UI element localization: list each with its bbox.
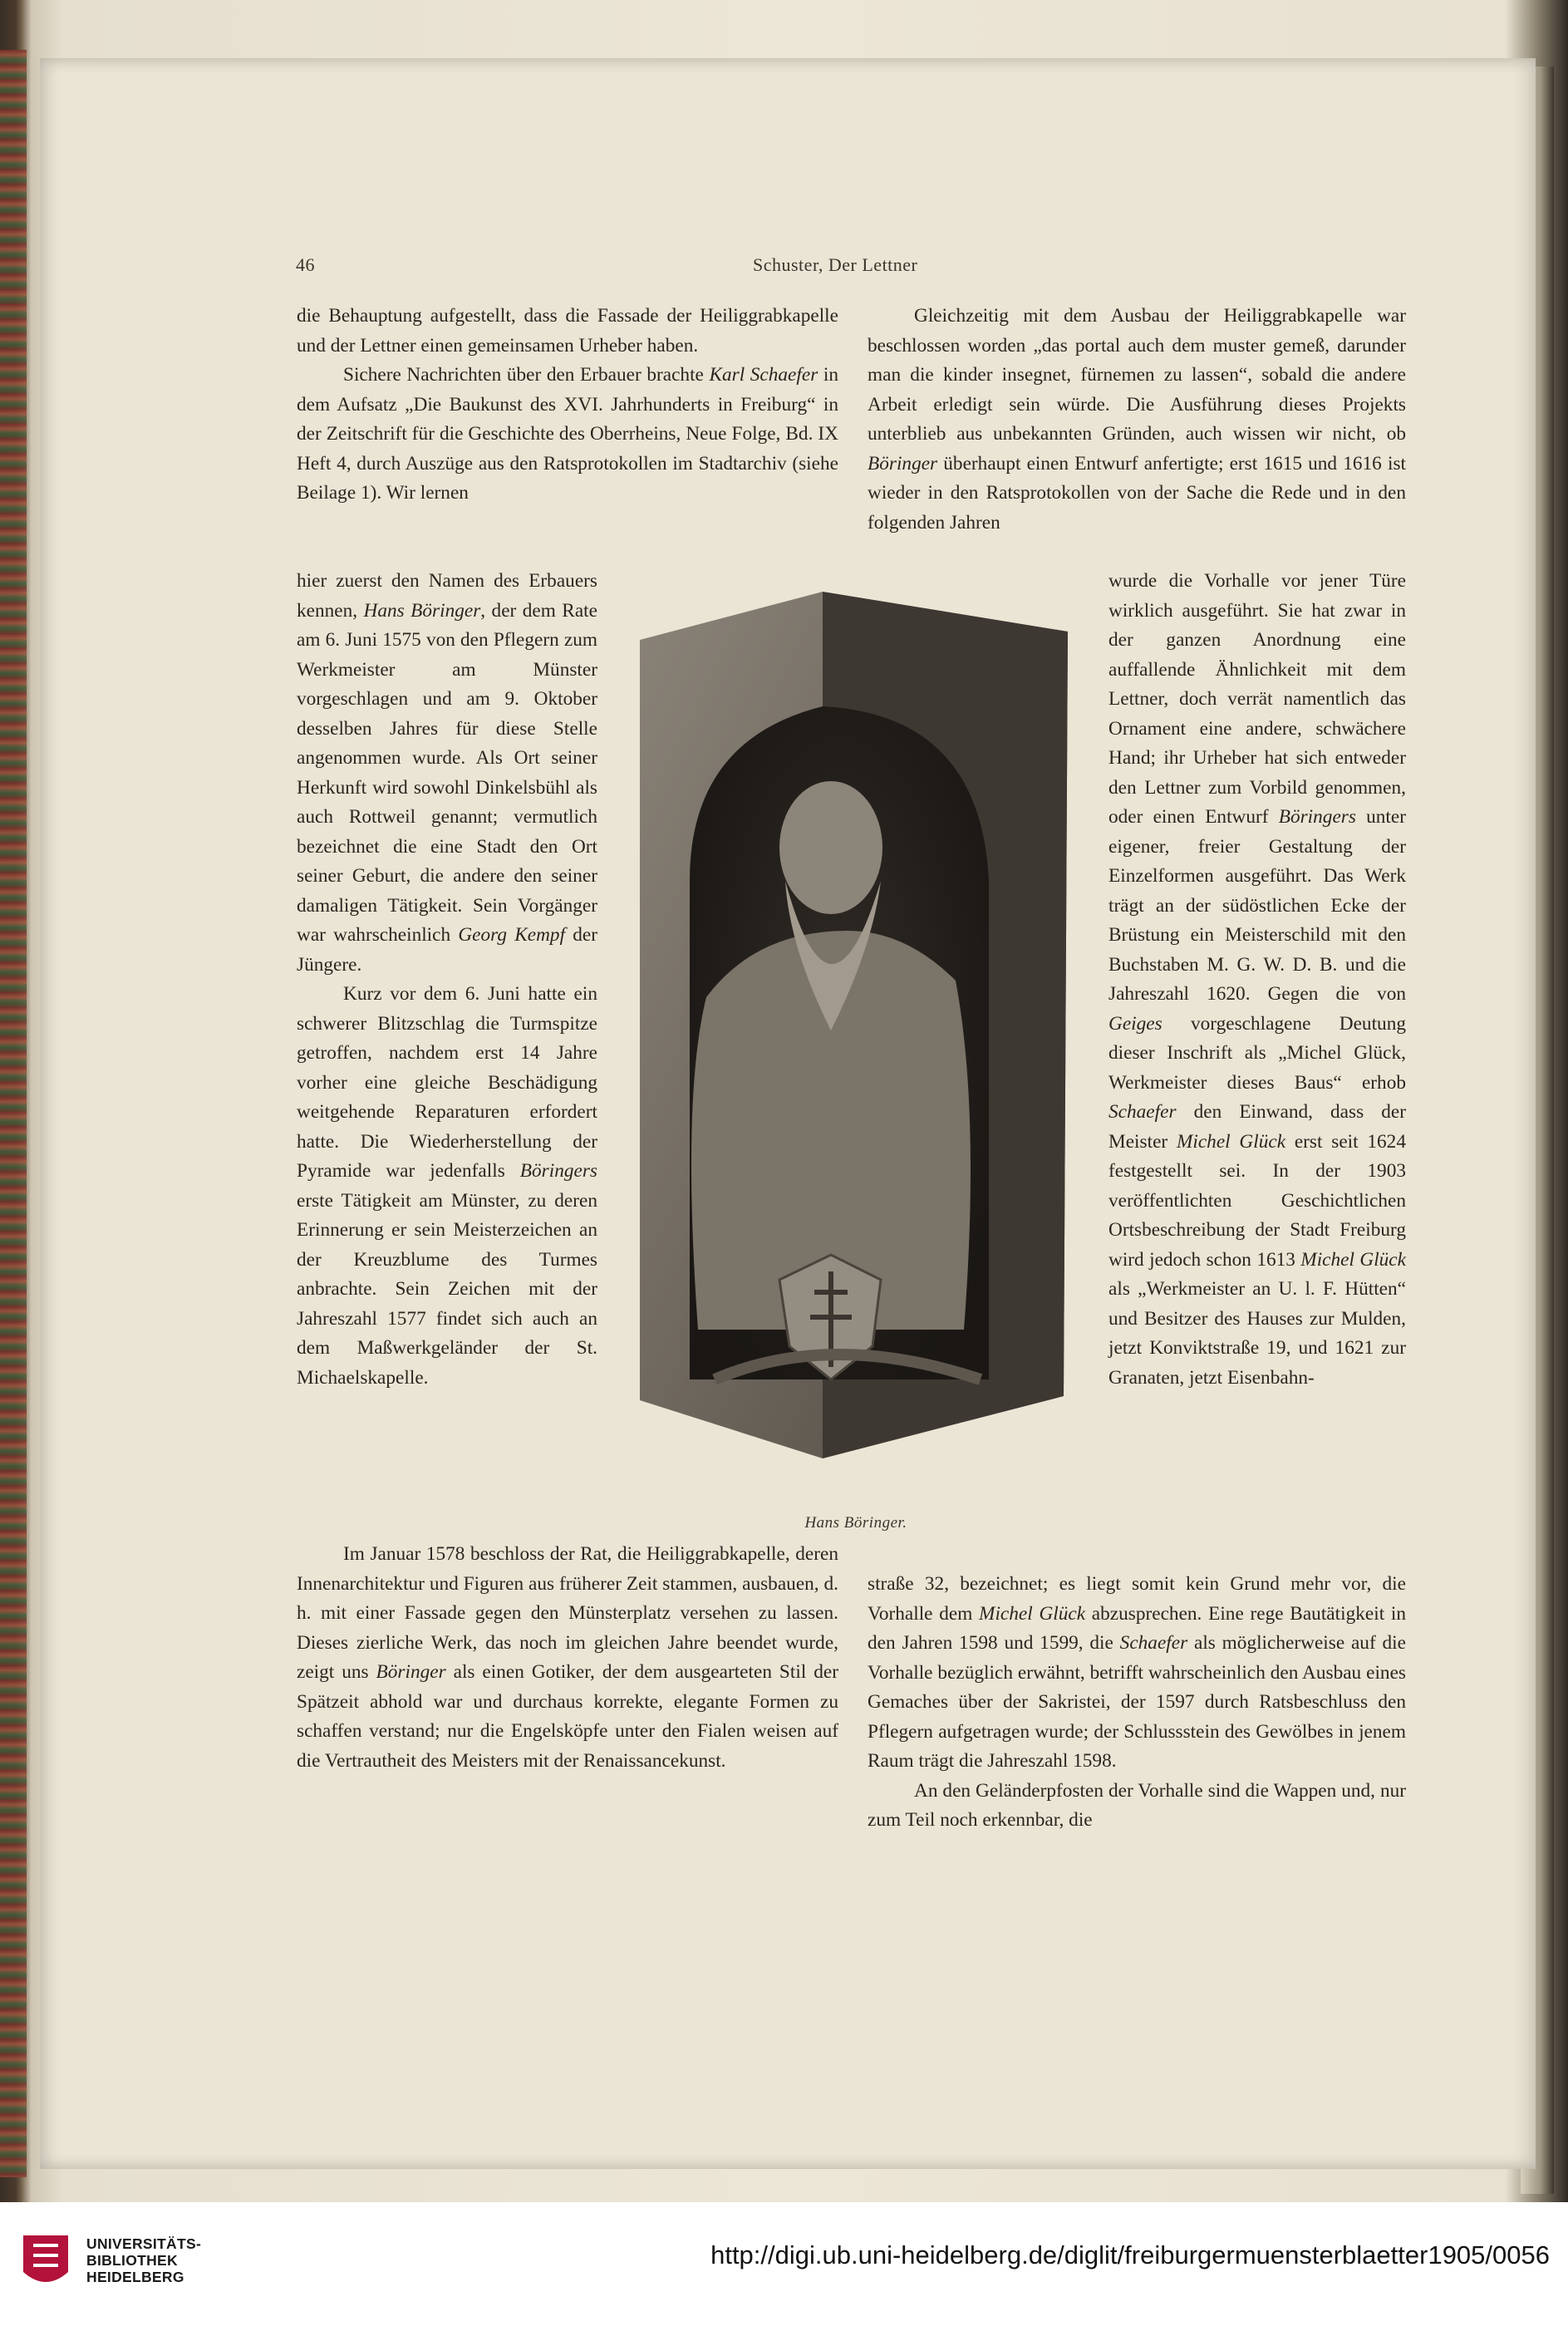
paragraph: An den Geländerpfosten der Vorhalle sind die Wappen und, nur zum Teil noch erkennbar, die (868, 1779, 1406, 1831)
running-head: Schuster, Der Lettner (753, 254, 918, 275)
page-number: 46 (296, 254, 315, 275)
paragraph: straße 32, bezeichnet; es liegt somit kein Grund mehr vor, die Vorhalle dem Michel Glück abzusprechen. Eine rege Bautätigkeit in den Jahren 1598 und 1599, die Schaefer als möglicherweise auf die Vorhalle bezüglich erwähnt, betrifft wahrscheinlich den Ausbau eines Gemaches über der Sakristei, der 1597 durch Ratsbeschluss den Pflegern aufgetragen wurde; der Schlussstein des Gewölbes in jenem Raum trägt die Jahreszahl 1598. (868, 1573, 1407, 1772)
relief-sculpture-image (632, 582, 1075, 1458)
paragraph: Gleichzeitig mit dem Ausbau der Heiliggrabkapelle war beschlossen worden „das portal auch dem muster gemeß, darunder man die kinder insegnet, fürnemen zu lassen“, sobald die andere Arbeit erledigt sein würde. Die Ausführung dieses Projekts unterblieb aus unbekannten Gründen, auch wissen wir nicht, ob Böringer überhaupt einen Entwurf anfertigte; erst 1615 und 1616 ist wieder in den Ratsprotokollen von der Sache die Rede und in den folgenden Jahren (868, 305, 1406, 534)
library-seal-icon (17, 2230, 75, 2292)
paragraph: hier zuerst den Namen des Erbauers kennen, Hans Böringer, der dem Rate am 6. Juni 1575 von den Pflegern zum Werkmeister am Münster vorgeschlagen und am 9. Oktober desselben Jahres für diese Stelle angenommen wurde. Als Ort seiner Herkunft wird sowohl Dinkelsbühl als auch Rottweil genannt; vermutlich bezeichnet die eine Stadt den Ort seiner Geburt, die andere den seiner damaligen Tätigkeit. Sein Vorgänger war wahrscheinlich Georg Kempf der Jüngere. (297, 570, 598, 976)
left-column-narrow (297, 567, 597, 1393)
library-line-1: UNIVERSITÄTS- (86, 2235, 202, 2252)
figure-caption: Hans Böringer. (804, 1514, 907, 1532)
paragraph: Im Januar 1578 beschloss der Rat, die Heiliggrabkapelle, deren Innenarchitektur und Figuren aus früherer Zeit stammen, ausbauen, d. h. mit einer Fassade gegen den Münsterplatz versehen zu lassen. Dieses zierliche Werk, das noch im gleichen Jahre beendet wurde, zeigt uns Böringer als einen Gotiker, der dem ausgearteten Stil der Spätzeit abhold war und durchaus korrekte, elegante Formen zu schaffen verstand; nur die Engelsköpfe unter den Fialen weisen auf die Vertrautheit des Meisters mit der Renaissancekunst. (297, 1543, 838, 1772)
book-edge-left (0, 50, 27, 2177)
library-line-3: HEIDELBERG (86, 2269, 184, 2285)
paragraph: Sichere Nachrichten über den Erbauer brachte Karl Schaefer in dem Aufsatz „Die Baukunst des XVI. Jahrhunderts in Freiburg“ in der Zeitschrift für die Geschichte des Oberrheins, Neue Folge, Bd. IX Heft 4, durch Auszüge aus den Ratsprotokollen im Stadtarchiv (siehe Beilage 1). Wir lernen (297, 364, 838, 504)
permalink-url[interactable]: http://digi.ub.uni-heidelberg.de/diglit/freiburgermuensterblaetter1905/0056 (710, 2240, 1550, 2269)
right-column-bottom (868, 1570, 1406, 1836)
left-column-top (297, 302, 838, 509)
paragraph: die Behauptung aufgestellt, dass die Fassade der Heiliggrabkapelle und der Lettner einen gemeinsamen Urheber haben. (297, 305, 838, 357)
library-name (86, 2235, 201, 2285)
left-column-bottom (297, 1540, 838, 1776)
library-line-2: BIBLIOTHEK (86, 2252, 178, 2269)
right-column-narrow (1108, 567, 1406, 1393)
right-column-top (868, 302, 1406, 538)
paragraph: wurde die Vorhalle vor jener Türe wirklich ausgeführt. Sie hat zwar in der ganzen Anordnung eine auffallende Ähnlichkeit mit dem Lettner, doch verrät namentlich das Ornament eine andere, schwächere Hand; ihr Urheber hat sich entweder den Lettner zum Vorbild genommen, oder einen Entwurf Böringers unter eigener, freier Gestaltung der Einzelformen ausgeführt. Das Werk trägt an der südöstlichen Ecke der Brüstung ein Meisterschild mit den Buchstaben M. G. W. D. B. und die Jahreszahl 1620. Gegen die von Geiges vorgeschlagene Deutung dieser Inschrift als „Michel Glück, Werkmeister dieses Baus“ erhob Schaefer den Einwand, dass der Meister Michel Glück erst seit 1624 festgestellt sei. In der 1903 veröffentlichten Geschichtlichen Ortsbeschreibung der Stadt Freiburg wird jedoch schon 1613 Michel Glück als „Werkmeister an U. l. F. Hütten“ und Besitzer des Hauses zur Mulden, jetzt Konviktstraße 19, und 1621 zur Granaten, jetzt Eisenbahn- (1108, 570, 1406, 1389)
paragraph: Kurz vor dem 6. Juni hatte ein schwerer Blitzschlag die Turmspitze getroffen, nachdem erst 14 Jahre vorher eine gleiche Beschädigung weitgehende Reparaturen erfordert hatte. Die Wiederherstellung der Pyramide war jedenfalls Böringers erste Tätigkeit am Münster, zu deren Erinnerung er sein Meisterzeichen an der Kreuzblume des Turmes anbrachte. Sein Zeichen mit der Jahreszahl 1577 findet sich auch an dem Maßwerkgeländer der St. Michaelskapelle. (297, 983, 597, 1389)
